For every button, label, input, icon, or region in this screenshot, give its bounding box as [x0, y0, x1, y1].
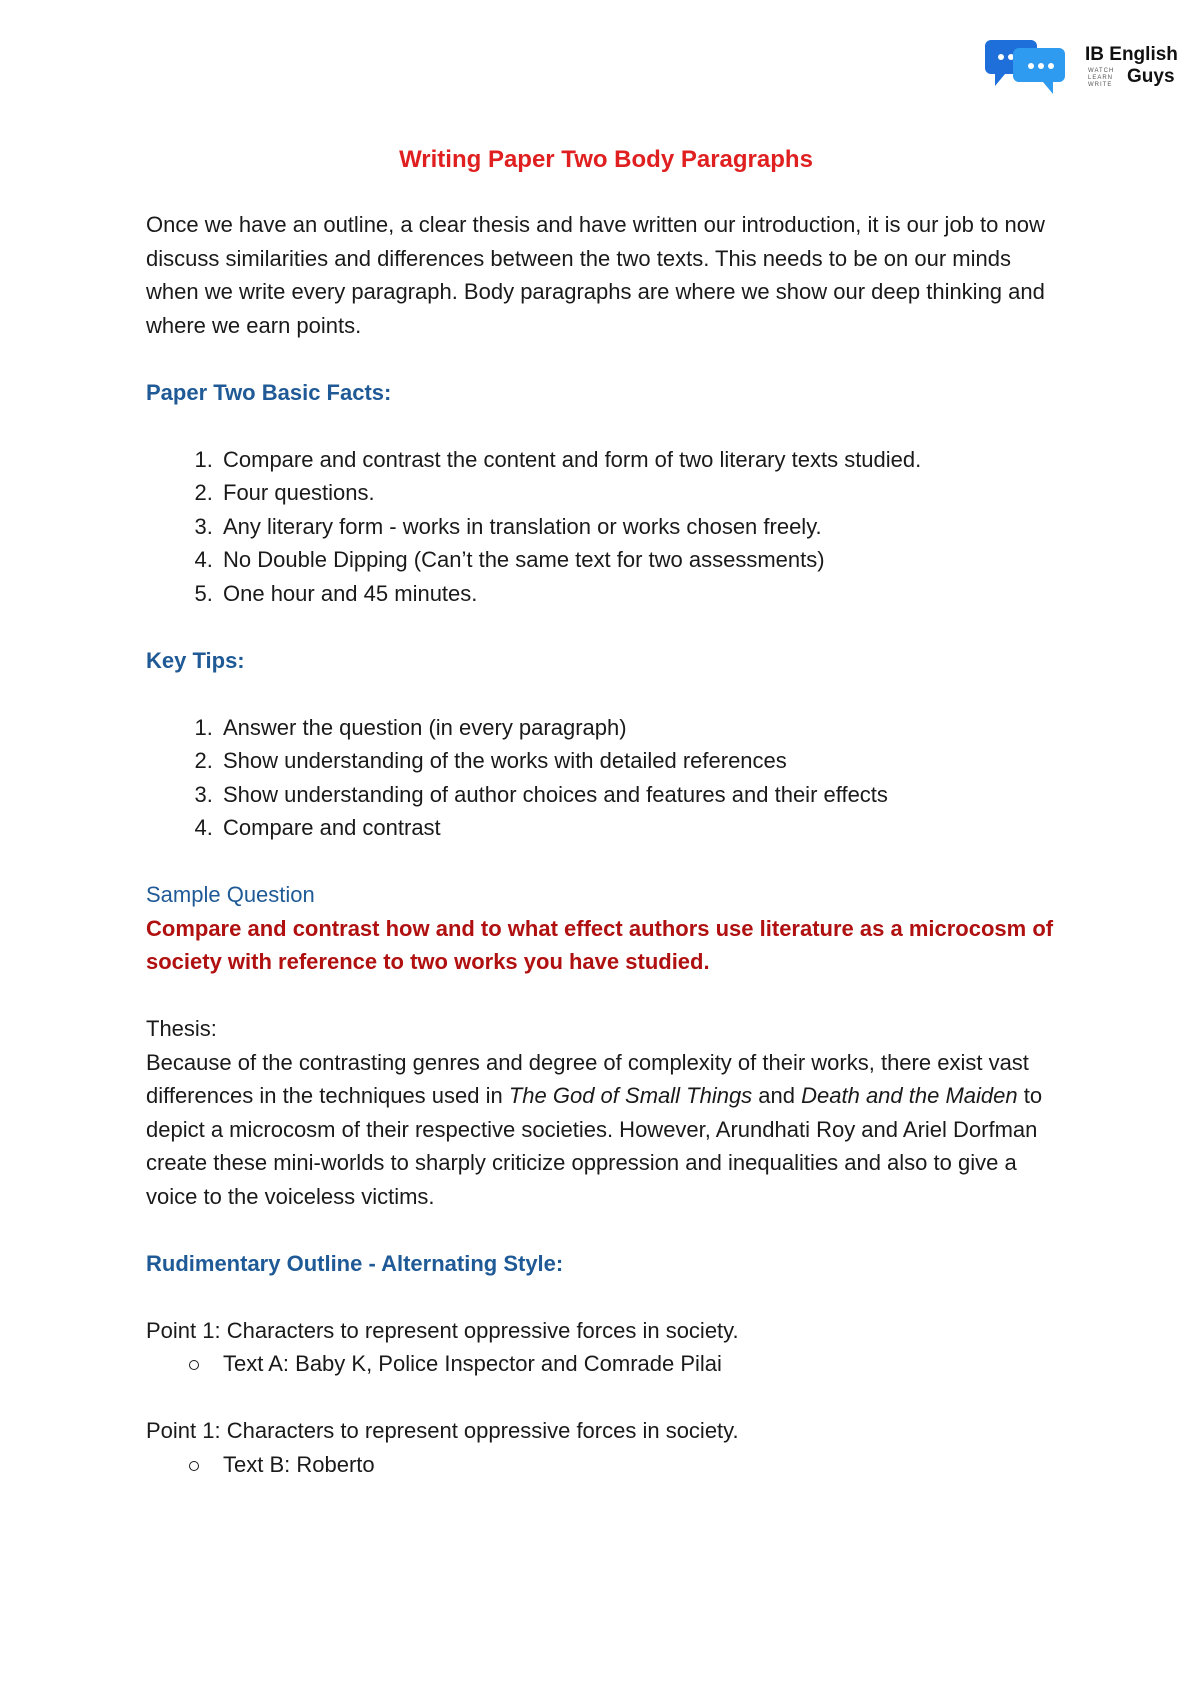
outline-subitem: Text B: Roberto — [219, 1448, 1066, 1482]
key-tips-heading: Key Tips: — [146, 647, 245, 673]
page-title: Writing Paper Two Body Paragraphs — [399, 146, 813, 173]
logo-name-line2: Guys — [1127, 66, 1175, 87]
list-item: 5. One hour and 45 minutes. — [219, 577, 1066, 611]
key-tips-list — [146, 711, 1066, 845]
thesis-text — [146, 1046, 1066, 1214]
sample-question-text: Compare and contrast how and to what effect authors use literature as a microcosm of society with reference to two works you have studied. — [146, 915, 1054, 974]
list-item: 3. Any literary form - works in translation or works chosen freely. — [219, 510, 1066, 544]
thesis-part: and — [752, 1083, 802, 1108]
basic-facts-heading: Paper Two Basic Facts: — [146, 379, 392, 405]
outline-point: Point 1: Characters to represent oppressive forces in society. — [146, 1418, 739, 1443]
outline-subitem: Text A: Baby K, Police Inspector and Comrade Pilai — [219, 1347, 1066, 1381]
list-item: 2. Show understanding of the works with detailed references — [219, 744, 1066, 778]
outline-sublist — [146, 1347, 1066, 1381]
work-title: The God of Small Things — [508, 1083, 753, 1108]
thesis-part: to depict a microcosm of their respective societies. However, Arundhati Roy and Ariel Dorfman create these mini-worlds to sharply criticize oppression and inequalities and also to give a voice to the voiceless victims. — [146, 1083, 1043, 1209]
outline-heading: Rudimentary Outline - Alternating Style: — [146, 1250, 564, 1276]
list-item: 2. Four questions. — [219, 476, 1066, 510]
outline-sublist — [146, 1448, 1066, 1482]
intro-paragraph: Once we have an outline, a clear thesis and have written our introduction, it is our job to now discuss similarities and differences between the two texts. This needs to be on our minds when we write every paragraph. Body paragraphs are where we show our deep thinking and where we earn points. — [146, 212, 1045, 338]
thesis-part: Because of the contrasting genres and degree of complexity of their works, there exist vast differences in the techniques used in — [146, 1049, 1029, 1108]
logo-name-line1: IB English — [1085, 44, 1178, 65]
thesis-label: Thesis: — [146, 1016, 217, 1041]
work-title: Death and the Maiden — [801, 1083, 1018, 1108]
list-item: 1. Compare and contrast the content and form of two literary texts studied. — [219, 443, 1066, 477]
list-item: 4. No Double Dipping (Can’t the same text for two assessments) — [219, 543, 1066, 577]
document-body — [146, 142, 1066, 1481]
chat-bubbles-icon — [985, 38, 1085, 100]
brand-logo — [985, 38, 1185, 108]
sample-question-heading: Sample Question — [146, 882, 315, 907]
basic-facts-list — [146, 443, 1066, 611]
list-item: 3. Show understanding of author choices and features and their effects — [219, 778, 1066, 812]
list-item: 1. Answer the question (in every paragraph) — [219, 711, 1066, 745]
list-item: 4. Compare and contrast — [219, 811, 1066, 845]
outline-point: Point 1: Characters to represent oppressive forces in society. — [146, 1317, 739, 1343]
logo-tagline: WATCH LEARN WRITE — [1088, 68, 1115, 88]
